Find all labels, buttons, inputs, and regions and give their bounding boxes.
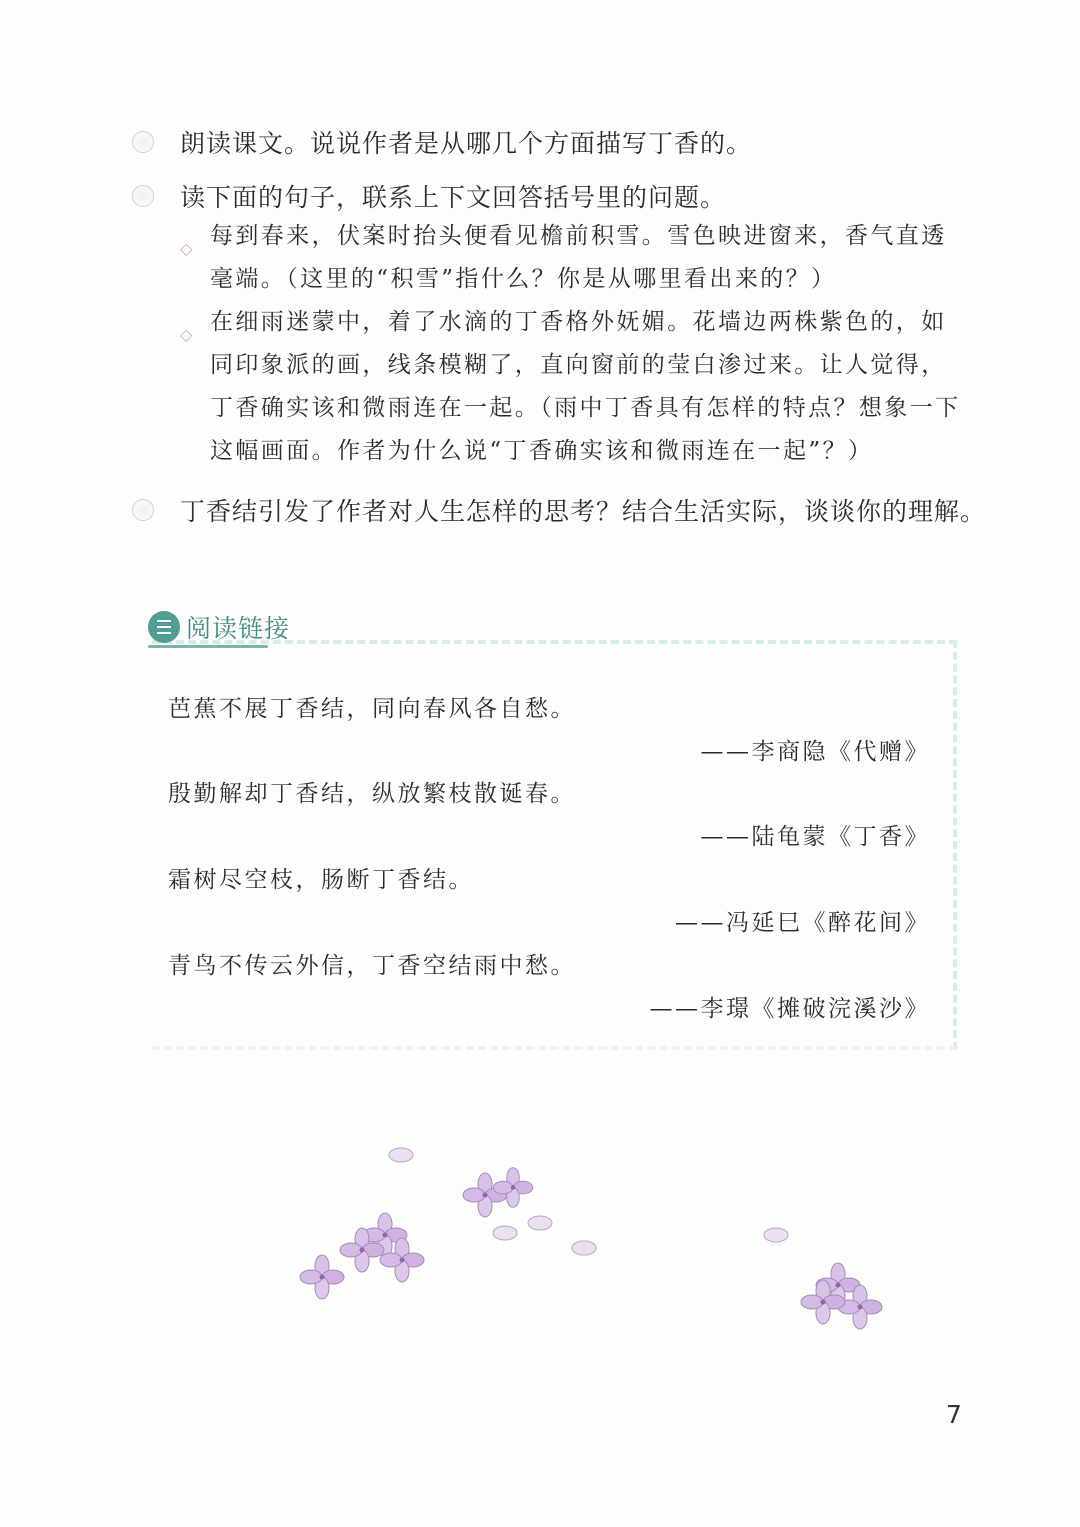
question-text: 丁香结引发了作者对人生怎样的思考？结合生活实际，谈谈你的理解。 bbox=[180, 497, 987, 526]
question-1 bbox=[132, 124, 992, 160]
flower-icon bbox=[300, 1255, 344, 1299]
petal-icon bbox=[493, 1226, 517, 1240]
question-number-circle bbox=[132, 131, 154, 153]
petal-icon bbox=[528, 1216, 552, 1230]
poem-attribution: ——李商隐《代赠》 bbox=[700, 739, 930, 765]
question-text: 读下面的句子，联系上下文回答括号里的问题。 bbox=[180, 183, 727, 212]
sub-item-1 bbox=[180, 215, 970, 301]
petal-icon bbox=[764, 1228, 788, 1242]
reading-link-underline bbox=[148, 645, 268, 648]
lilac-flowers-illustration bbox=[0, 1120, 1080, 1350]
diamond-marker-icon: ◇ bbox=[180, 239, 195, 258]
question-number-circle bbox=[132, 499, 154, 521]
diamond-marker-icon: ◇ bbox=[180, 325, 195, 344]
flower-icon bbox=[463, 1173, 507, 1217]
page-number: 7 bbox=[946, 1400, 962, 1429]
question-text: 朗读课文。说说作者是从哪几个方面描写丁香的。 bbox=[180, 129, 753, 158]
sub-item-text: 每到春来，伏案时抬头便看见檐前积雪。雪色映进窗来，香气直透毫端。（这里的“积雪”指什么？你是从哪里看出来的？） bbox=[210, 223, 947, 292]
poem-line: 霜树尽空枝，肠断丁香结。 bbox=[168, 867, 474, 893]
petal-icon bbox=[572, 1241, 596, 1255]
poem-attribution: ——冯延巳《醉花间》 bbox=[675, 910, 930, 936]
petal-icon bbox=[389, 1148, 413, 1162]
reading-link-header bbox=[148, 607, 290, 647]
question-2 bbox=[132, 178, 992, 214]
poem-line: 青鸟不传云外信，丁香空结雨中愁。 bbox=[168, 953, 576, 979]
question-number-circle bbox=[132, 185, 154, 207]
sub-item-text: 在细雨迷蒙中，着了水滴的丁香格外妩媚。花墙边两株紫色的，如同印象派的画，线条模糊了，直向窗前的莹白渗过来。让人觉得，丁香确实该和微雨连在一起。（雨中丁香具有怎样的特点？想象一下这幅画面。作者为什么说“丁香确实该和微雨连在一起”？） bbox=[210, 309, 961, 464]
book-icon bbox=[148, 611, 180, 643]
poem-line: 芭蕉不展丁香结，同向春风各自愁。 bbox=[168, 696, 576, 722]
reading-link-title: 阅读链接 bbox=[186, 614, 291, 643]
poem-attribution: ——陆龟蒙《丁香》 bbox=[700, 824, 930, 850]
question-3 bbox=[132, 492, 992, 528]
sub-item-2 bbox=[180, 301, 970, 473]
poem-attribution: ——李璟《摊破浣溪沙》 bbox=[649, 996, 930, 1022]
poem-line: 殷勤解却丁香结，纵放繁枝散诞春。 bbox=[168, 781, 576, 807]
